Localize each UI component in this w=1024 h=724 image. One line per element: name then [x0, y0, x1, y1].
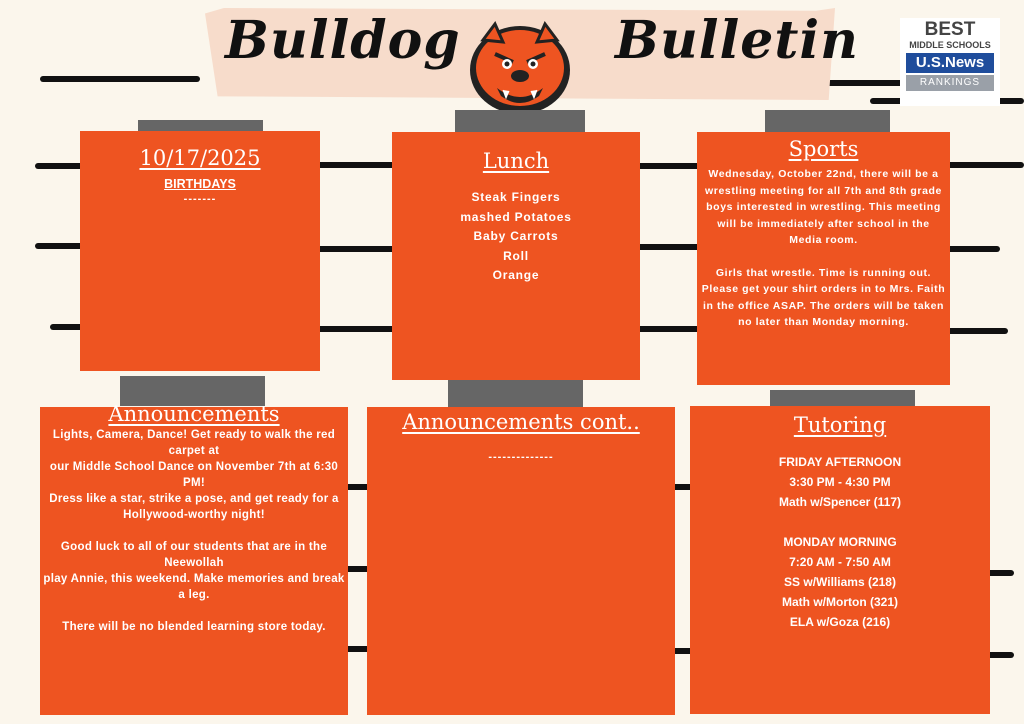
- badge-line2: MIDDLE SCHOOLS: [909, 40, 991, 50]
- announcements-title: Announcements: [108, 402, 280, 426]
- decor-line: [305, 326, 405, 332]
- tutoring-line: Math w/Morton (321): [782, 595, 898, 609]
- announcement-line: Lights, Camera, Dance! Get ready to walk the red carpet at: [52, 429, 336, 457]
- sports-line: Girls that wrestle. Time is running out.: [715, 266, 932, 279]
- announcements-body: [40, 427, 348, 635]
- tutoring-line: ELA w/Goza (216): [789, 615, 891, 629]
- tape: [448, 380, 583, 410]
- announcement-line: There will be no blended learning store today.: [62, 621, 326, 633]
- lunch-item: Steak Fingers: [471, 190, 561, 204]
- tutoring-title: Tutoring: [793, 413, 887, 437]
- sports-line: Wednesday, October 22nd, there will be a: [708, 168, 939, 180]
- title-left: Bulldog: [225, 10, 461, 71]
- tutoring-line: SS w/Williams (218): [784, 575, 896, 589]
- bulldog-mascot-icon: [465, 18, 575, 116]
- tutoring-line: 7:20 AM - 7:50 AM: [789, 555, 891, 569]
- birthdays-content: -------: [183, 193, 217, 205]
- announcement-line: Hollywood-worthy night!: [123, 509, 265, 521]
- sports-line: no later than Monday morning.: [738, 316, 909, 328]
- announcement-line: our Middle School Dance on November 7th at 6:30 PM!: [49, 461, 339, 489]
- announcement-line: Dress like a star, strike a pose, and get ready for a: [49, 493, 339, 505]
- date-title: 10/17/2025: [139, 146, 261, 170]
- decor-line: [305, 162, 405, 168]
- lunch-menu: [392, 188, 640, 286]
- lunch-card: [392, 132, 640, 380]
- tutoring-line: MONDAY MORNING: [783, 535, 897, 549]
- sports-line: boys interested in wrestling. This meeting: [706, 201, 941, 213]
- lunch-title: Lunch: [482, 149, 550, 173]
- tutoring-line: 3:30 PM - 4:30 PM: [789, 475, 891, 489]
- lunch-item: Roll: [503, 248, 529, 263]
- sports-title: Sports: [788, 137, 859, 161]
- sports-line: in the office ASAP. The orders will be taken: [702, 299, 945, 312]
- announcements-card: [40, 402, 348, 715]
- birthdays-heading: BIRTHDAYS: [164, 177, 236, 191]
- best-middle-schools-badge: [900, 18, 1000, 106]
- decor-line: [40, 76, 200, 82]
- sports-body: [697, 166, 950, 331]
- lunch-item: Baby Carrots: [473, 229, 559, 243]
- title-right: Bulletin: [615, 10, 859, 71]
- sports-line: will be immediately after school in the: [717, 217, 930, 230]
- tutoring-card: [690, 406, 990, 714]
- tutoring-line: FRIDAY AFTERNOON: [778, 455, 902, 469]
- decor-line: [940, 328, 1008, 334]
- announcements-cont-content: --------------: [488, 451, 554, 463]
- sports-line: Media room.: [789, 234, 858, 246]
- lunch-item: mashed Potatoes: [460, 209, 572, 224]
- announcement-line: play Annie, this weekend. Make memories and break a leg.: [43, 573, 345, 601]
- sports-line: Please get your shirt orders in to Mrs. Faith: [701, 283, 946, 295]
- tutoring-body: [690, 452, 990, 632]
- badge-line4: RANKINGS: [906, 75, 994, 91]
- decor-line: [305, 246, 405, 252]
- lunch-item: Orange: [492, 268, 540, 282]
- badge-line3: U.S.News: [906, 53, 994, 73]
- sports-line: wrestling meeting for all 7th and 8th grade: [705, 184, 942, 197]
- announcement-line: Good luck to all of our students that are in the Neewollah: [60, 541, 328, 569]
- decor-line: [940, 162, 1024, 168]
- tutoring-line: Math w/Spencer (117): [778, 495, 902, 509]
- announcements-cont-title: Announcements cont..: [402, 410, 640, 434]
- badge-line1: BEST: [924, 19, 976, 40]
- birthdays-card: [80, 131, 320, 371]
- announcements-cont-card: [367, 407, 675, 715]
- sports-card: [697, 132, 950, 385]
